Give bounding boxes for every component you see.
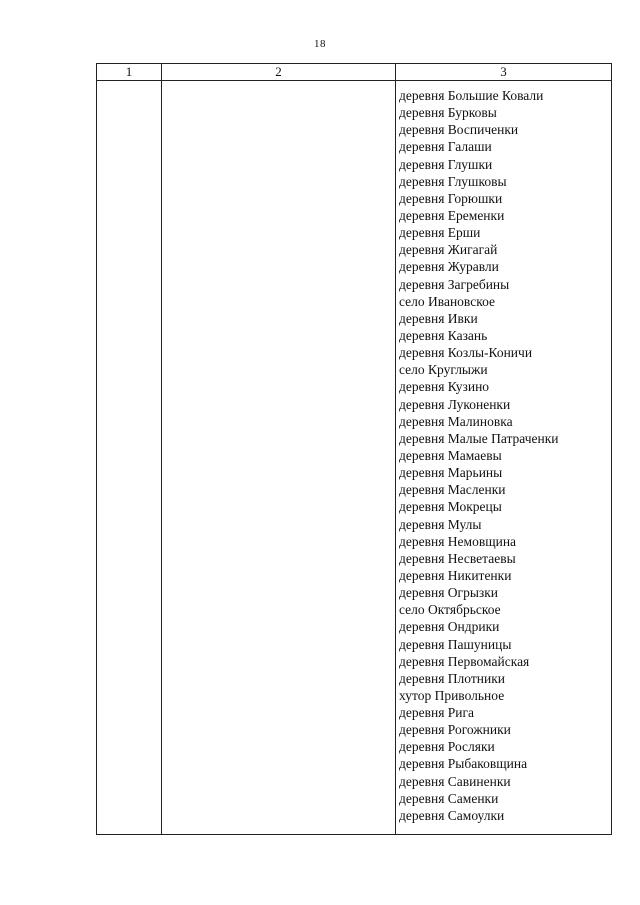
list-item: деревня Огрызки <box>399 585 499 601</box>
list-item: деревня Несветаевы <box>399 550 516 566</box>
table-header-row <box>97 64 612 81</box>
list-item: деревня Горюшки <box>399 190 503 206</box>
list-item: село Круглыжи <box>399 362 488 378</box>
list-item: деревня Жигагай <box>399 242 498 258</box>
list-item: деревня Савиненки <box>399 773 511 789</box>
list-item: деревня Журавли <box>399 259 499 275</box>
column-3-cell <box>396 81 612 835</box>
list-item: деревня Луконенки <box>399 396 511 412</box>
settlement-list <box>396 81 611 824</box>
list-item: деревня Ондрики <box>399 619 500 635</box>
list-item: деревня Никитенки <box>399 567 512 583</box>
list-item: деревня Еременки <box>399 207 505 223</box>
list-item: деревня Малые Патраченки <box>399 430 559 446</box>
list-item: хутор Привольное <box>399 687 505 703</box>
list-item: село Ивановское <box>399 293 495 309</box>
list-item: деревня Рига <box>399 705 475 721</box>
table-row <box>97 81 612 835</box>
settlements-table <box>96 63 612 835</box>
list-item: деревня Росляки <box>399 739 495 755</box>
column-header-1: 1 <box>97 64 162 81</box>
column-header-2: 2 <box>162 64 396 81</box>
list-item: деревня Глушковы <box>399 173 507 189</box>
list-item: деревня Саменки <box>399 790 499 806</box>
list-item: село Октябрьское <box>399 602 501 618</box>
list-item: деревня Загребины <box>399 276 510 292</box>
list-item: деревня Воспиченки <box>399 122 519 138</box>
list-item: деревня Бурковы <box>399 105 497 121</box>
column-1-cell <box>97 81 162 835</box>
list-item: деревня Мулы <box>399 516 482 532</box>
list-item: деревня Козлы-Коничи <box>399 345 533 361</box>
list-item: деревня Пашуницы <box>399 636 512 652</box>
list-item: деревня Марьины <box>399 465 503 481</box>
list-item: деревня Мокрецы <box>399 499 502 515</box>
list-item: деревня Самоулки <box>399 807 505 823</box>
list-item: деревня Ивки <box>399 310 478 326</box>
list-item: деревня Большие Ковали <box>399 88 544 103</box>
list-item: деревня Малиновка <box>399 413 513 429</box>
list-item: деревня Первомайская <box>399 653 530 669</box>
list-item: деревня Рыбаковщина <box>399 756 528 772</box>
list-item: деревня Рогожники <box>399 722 511 738</box>
list-item: деревня Масленки <box>399 482 506 498</box>
list-item: деревня Плотники <box>399 670 505 686</box>
list-item: деревня Ерши <box>399 225 481 241</box>
column-2-cell <box>162 81 396 835</box>
list-item: деревня Глушки <box>399 156 493 172</box>
list-item: деревня Немовщина <box>399 533 517 549</box>
page-number: 18 <box>314 38 326 50</box>
list-item: деревня Кузино <box>399 379 490 395</box>
list-item: деревня Мамаевы <box>399 447 502 463</box>
column-header-3: 3 <box>396 64 612 81</box>
list-item: деревня Казань <box>399 327 488 343</box>
list-item: деревня Галаши <box>399 139 492 155</box>
